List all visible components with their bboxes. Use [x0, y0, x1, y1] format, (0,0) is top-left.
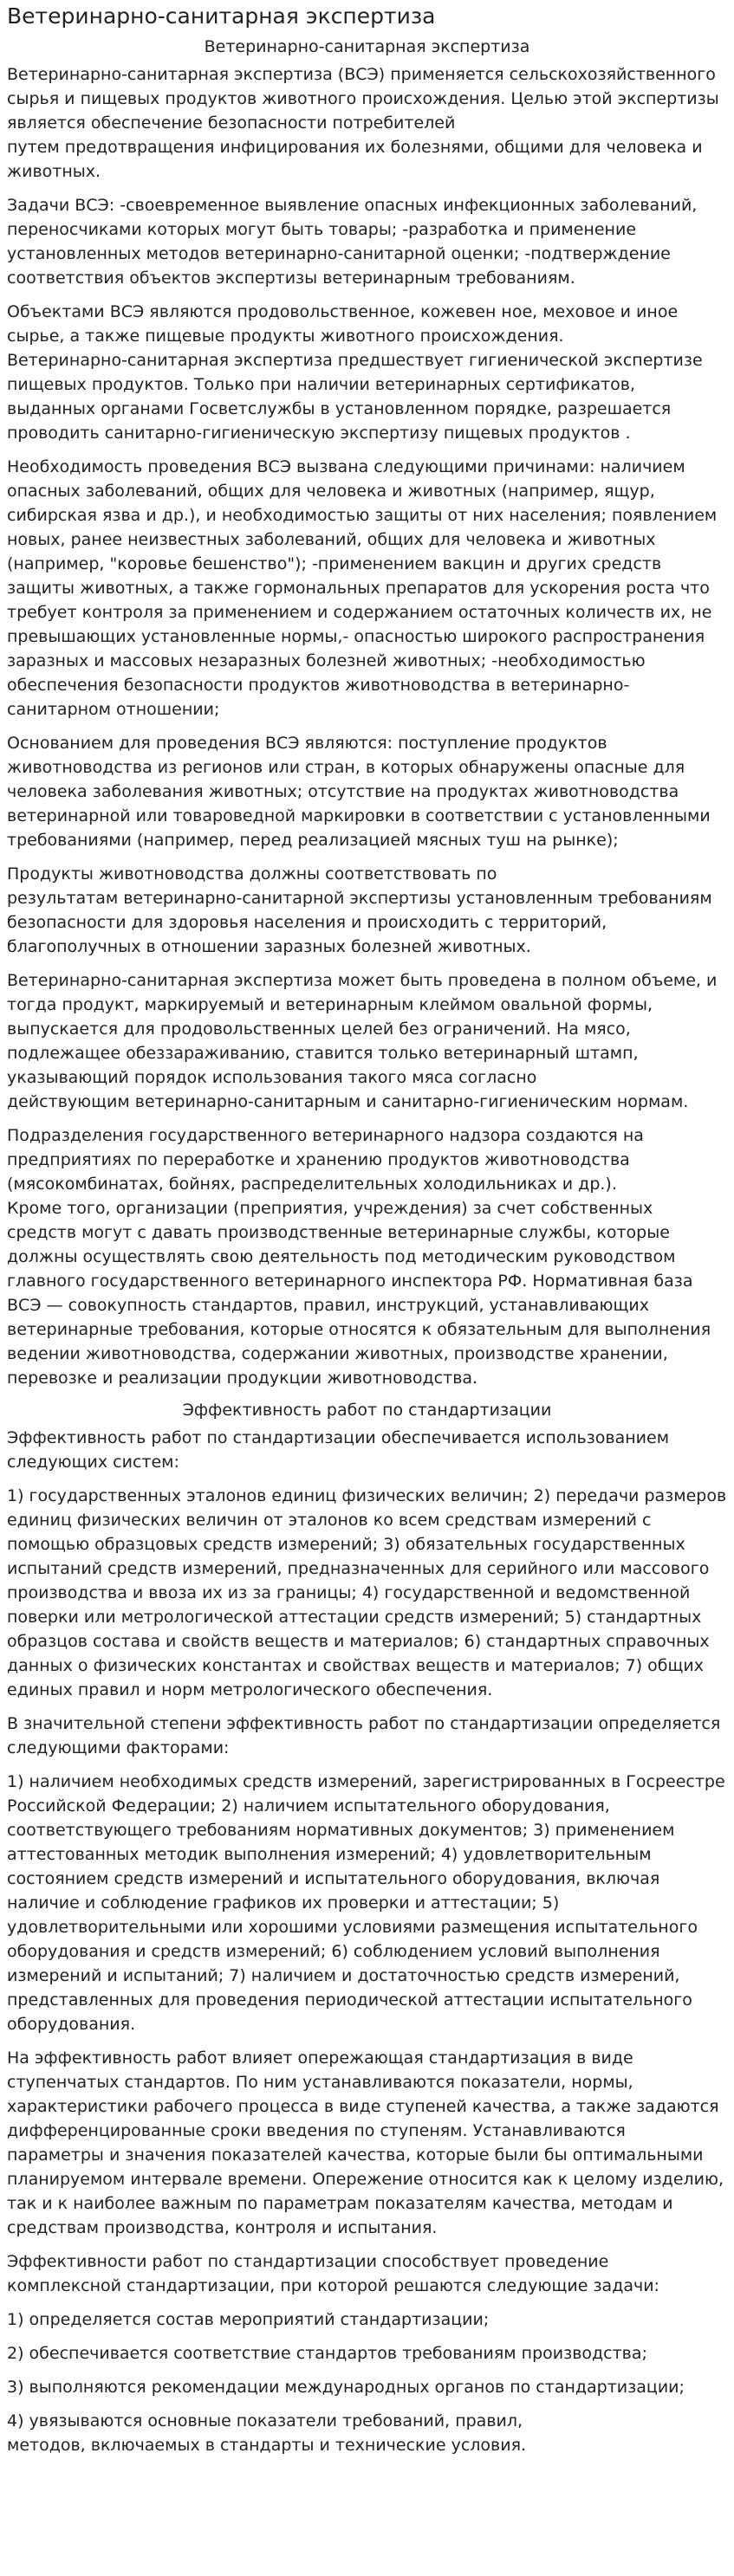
paragraph: Продукты животноводства должны соответствовать по результатам ветеринарно-санитарной экспертизы установленным требованиям безопасности для здоровья населения и происходить с территорий, благополучных в отношении заразных болезней животных.: [7, 864, 712, 956]
paragraph: Эффективность работ по стандартизации обеспечивается использованием следующих систем:: [7, 1428, 670, 1472]
paragraph: Основанием для проведения ВСЭ являются: поступление продуктов животноводства из регионов или стран, в которых обнаружены опасные для человека заболевания животных; отсутствие на продуктах животноводства ветеринарной или товароведной маркировки в соответствии с установленными требованиями (например, перед реализацией мясных туш на рынке);: [7, 734, 711, 850]
list-item: 4) увязываются основные показатели требований, правил, методов, включаемых в стандарты и технические условия.: [7, 2411, 527, 2455]
paragraph: 1) государственных эталонов единиц физических величин; 2) передачи размеров единиц физических величин от эталонов ко всем средствам измерений с помощью образцовых средств измерений; 3) обязательных государственных испытаний средств измерений, предназначенных для серийного или массового производства и ввоза их из за границы; 4) государственной и ведомственной поверки или метрологической аттестации средств измерений; 5) стандартных образцов состава и свойств веществ и материалов; 6) стандартных справочных данных о физических константах и свойствах веществ и материалов; 7) общих единых правил и норм метрологического обеспечения.: [7, 1486, 727, 1699]
section-heading-standardization: Эффективность работ по стандартизации: [182, 1401, 552, 1420]
list-item: 1) определяется состав мероприятий стандартизации;: [7, 2310, 490, 2329]
paragraph: Ветеринарно-санитарная экспертиза может быть проведена в полном объеме, и тогда продукт, маркируемый и ветеринарным клеймом овальной формы, выпускается для продовольственных целей без ограничений. На мясо, подлежащее обеззараживанию, ставится только ветеринарный штамп, указывающий порядок использования такого мяса согласно действующим ветеринарно-санитарным и санитарно-гигиеническим нормам.: [7, 971, 718, 1111]
paragraph: Подразделения государственного ветеринарного надзора создаются на предприятиях по переработке и хранению продуктов животноводства (мясокомбинатах, бойнях, распределительных холодильниках и др.). Кроме того, организации (преприятия, учреждения) за счет собственных средств могут с давать производственные ветеринарные службы, которые должны осуществлять свою деятельность под методическим руководством главного государственного ветеринарного инспектора РФ. Нормативная база ВСЭ — совокупность стандартов, правил, инструкций, устанавливающих ветеринарные требования, которые относятся к обязательным для выполнения ведении животноводства, содержании животных, производстве хранении, перевозке и реализации продукции животноводства.: [7, 1126, 711, 1388]
paragraph: Эффективности работ по стандартизации способствует проведение комплексной стандартизации, при которой решаются следующие задачи:: [7, 2252, 659, 2295]
list-item: 3) выполняются рекомендации международных органов по стандартизации;: [7, 2378, 685, 2397]
paragraph: Объектами ВСЭ являются продовольственное, кожевен ное, меховое и иное сырье, а также пищевые продукты животного происхождения. Ветеринарно-санитарная экспертиза предшествует гигиенической экспертизе пищевых продуктов. Только при наличии ветеринарных сертификатов, выданных органами Госветслужбы в установленном порядке, разрешается проводить санитарно-гигиеническую экспертизу пищевых продуктов .: [7, 302, 703, 443]
paragraph: В значительной степени эффективность работ по стандартизации определяется следующими факторами:: [7, 1714, 721, 1757]
paragraph: Необходимость проведения ВСЭ вызвана следующими причинами: наличием опасных заболеваний, общих для человека и животных (например, ящур, сибирская язва и др.), и необходимостью защиты от них населения; появлением новых, ранее неизвестных заболеваний, общих для человека и животных (например, "коровье бешенство"); -применением вакцин и других средств защиты животных, а также гормональных препаратов для ускорения роста что требует контроля за применением и содержанием остаточных количеств их, не превышающих установленные нормы,- опасностью широкого распространения заразных и массовых незаразных болезней животных; -необходимостью обеспечения безопасности продуктов животноводства в ветеринарно-санитарном отношении;: [7, 457, 718, 719]
paragraph: 1) наличием необходимых средств измерений, зарегистрированных в Госреестре Российской Федерации; 2) наличием испытательного оборудования, соответствующего требованиям нормативных документов; 3) применением аттестованных методик выполнения измерений; 4) удовлетворительным состоянием средств измерений и испытательного оборудования, включая наличие и соблюдение графиков их проверки и аттестации; 5) удовлетворительными или хорошими условиями размещения испытательного оборудования и средств измерений; 6) соблюдением условий выполнения измерений и испытаний; 7) наличием и достаточностью средств измерений, представленных для проведения периодической аттестации испытательного оборудования.: [7, 1772, 725, 2034]
paragraph: Ветеринарно-санитарная экспертиза (ВСЭ) применяется сельскохозяйственного сырья и пищевых продуктов животного происхождения. Целью этой экспертизы является обеспечение безопасности потребителей путем предотвращения инфицирования их болезнями, общими для человека и животных.: [7, 65, 719, 181]
list-item: 2) обеспечивается соответствие стандартов требованиям производства;: [7, 2344, 647, 2363]
document-page: [0, 3, 734, 2457]
paragraph: На эффективность работ влияет опережающая стандартизация в виде ступенчатых стандартов. По ним устанавливаются показатели, нормы, характеристики рабочего процесса в виде ступеней качества, а также задаются дифференцированные сроки введения по ступеням. Устанавливаются параметры и значения показателей качества, которые были бы оптимальными планируемом интервале времени. Опережение относится как к целому изделию, так и к наиболее важным по параметрам показателям качества, методам и средствам производства, контроля и испытания.: [7, 2049, 724, 2237]
page-title: Ветеринарно-санитарная экспертиза: [7, 3, 436, 29]
section-heading-vse: Ветеринарно-санитарная экспертиза: [204, 37, 530, 56]
paragraph: Задачи ВСЭ: -своевременное выявление опасных инфекционных заболеваний, переносчиками которых могут быть товары; -разработка и применение установленных методов ветеринарно-санитарной оценки; -подтверждение соответствия объектов экспертизы ветеринарным требованиям.: [7, 196, 698, 288]
